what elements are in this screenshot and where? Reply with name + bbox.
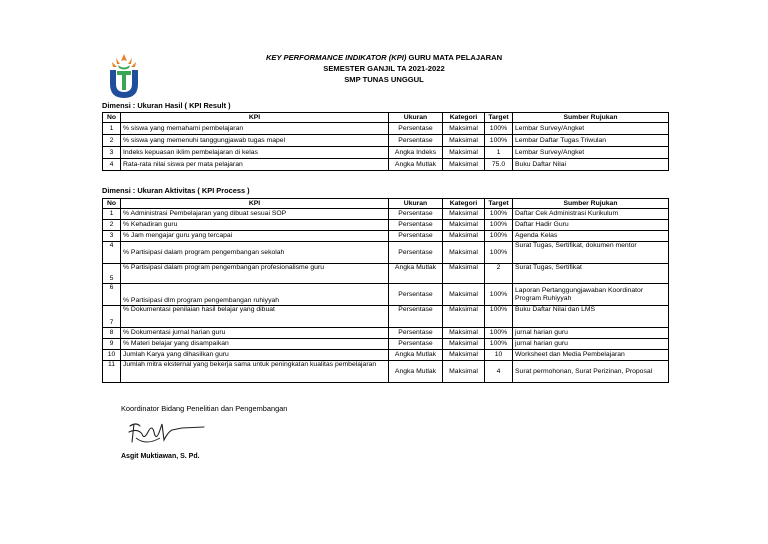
cell-kategori: Maksimal bbox=[443, 350, 485, 361]
table-row bbox=[103, 328, 669, 339]
cell-ukuran: Persentase bbox=[389, 220, 443, 231]
header-kategori: Kategori bbox=[443, 113, 485, 123]
header-no: No bbox=[103, 113, 121, 123]
header-kpi: KPI bbox=[121, 199, 389, 209]
table-row bbox=[103, 242, 669, 264]
cell-kategori: Maksimal bbox=[443, 306, 485, 328]
cell-kpi: % Materi belajar yang disampaikan bbox=[121, 339, 389, 350]
cell-target: 100% bbox=[485, 328, 513, 339]
cell-no: 2 bbox=[103, 220, 121, 231]
table-row bbox=[103, 231, 669, 242]
cell-no: 4 bbox=[103, 242, 121, 264]
cell-kategori: Maksimal bbox=[443, 220, 485, 231]
cell-no: 3 bbox=[103, 231, 121, 242]
header-sumber: Sumber Rujukan bbox=[513, 199, 669, 209]
cell-ukuran: Angka Mutlak bbox=[389, 350, 443, 361]
cell-target: 10 bbox=[485, 350, 513, 361]
cell-sumber: Buku Daftar Nilai bbox=[513, 159, 669, 171]
cell-target: 100% bbox=[485, 284, 513, 306]
cell-target: 2 bbox=[485, 264, 513, 284]
cell-kpi: % Dokumentasi jurnal harian guru bbox=[121, 328, 389, 339]
document-title: KEY PERFORMANCE INDIKATOR (KPI) GURU MATA PELAJARAN bbox=[265, 53, 503, 62]
cell-ukuran: Angka Mutlak bbox=[389, 264, 443, 284]
cell-target: 100% bbox=[485, 135, 513, 147]
cell-kpi: Indeks kepuasan iklim pembelajaran di kelas bbox=[121, 147, 389, 159]
cell-sumber: Lembar Daftar Tugas Triwulan bbox=[513, 135, 669, 147]
cell-no: 7 bbox=[103, 306, 121, 328]
table-row bbox=[103, 209, 669, 220]
cell-no: 1 bbox=[103, 209, 121, 220]
cell-no: 5 bbox=[103, 264, 121, 284]
cell-ukuran: Persentase bbox=[389, 339, 443, 350]
header-no: No bbox=[103, 199, 121, 209]
cell-kpi: Jumlah mitra eksternal yang bekerja sama untuk peningkatan kualitas pembelajaran bbox=[121, 361, 389, 383]
kpi-result-table bbox=[102, 112, 669, 171]
school-name: SMP TUNAS UNGGUL bbox=[344, 75, 424, 84]
school-logo-icon bbox=[106, 52, 142, 100]
table-row bbox=[103, 350, 669, 361]
cell-ukuran: Persentase bbox=[389, 284, 443, 306]
cell-ukuran: Angka Indeks bbox=[389, 147, 443, 159]
table-row bbox=[103, 159, 669, 171]
table-row bbox=[103, 147, 669, 159]
header-kategori: Kategori bbox=[443, 199, 485, 209]
header-sumber: Sumber Rujukan bbox=[513, 113, 669, 123]
table-row bbox=[103, 220, 669, 231]
table-row bbox=[103, 339, 669, 350]
cell-sumber: Surat permohonan, Surat Perizinan, Proposal bbox=[513, 361, 669, 383]
cell-kategori: Maksimal bbox=[443, 159, 485, 171]
cell-sumber: jurnal harian guru bbox=[513, 339, 669, 350]
coordinator-title: Koordinator Bidang Penelitian dan Pengembangan bbox=[121, 404, 288, 413]
cell-ukuran: Persentase bbox=[389, 328, 443, 339]
table-header-row bbox=[103, 113, 669, 123]
cell-kpi: % Partisipasi dalam program pengembangan profesionalisme guru bbox=[121, 264, 389, 284]
kpi-process-table bbox=[102, 198, 669, 383]
table-row bbox=[103, 306, 669, 328]
cell-sumber: Daftar Cek Administrasi Kurikulum bbox=[513, 209, 669, 220]
cell-kpi: % Partisipasi dlm program pengembangan ruhiyyah bbox=[121, 284, 389, 306]
cell-no: 2 bbox=[103, 135, 121, 147]
cell-target: 75.0 bbox=[485, 159, 513, 171]
cell-kpi: Jumlah Karya yang dihasilkan guru bbox=[121, 350, 389, 361]
header-kpi: KPI bbox=[121, 113, 389, 123]
document-header bbox=[150, 52, 618, 85]
table-row bbox=[103, 135, 669, 147]
cell-target: 100% bbox=[485, 231, 513, 242]
cell-no: 11 bbox=[103, 361, 121, 383]
cell-ukuran: Angka Mutlak bbox=[389, 159, 443, 171]
process-dimension-title: Dimensi : Ukuran Aktivitas ( KPI Process ) bbox=[102, 186, 250, 195]
cell-kategori: Maksimal bbox=[443, 339, 485, 350]
cell-kategori: Maksimal bbox=[443, 209, 485, 220]
cell-sumber: Daftar Hadir Guru bbox=[513, 220, 669, 231]
cell-kategori: Maksimal bbox=[443, 361, 485, 383]
cell-no: 6 bbox=[103, 284, 121, 306]
cell-sumber: Lembar Survey/Angket bbox=[513, 123, 669, 135]
cell-kategori: Maksimal bbox=[443, 264, 485, 284]
cell-ukuran: Persentase bbox=[389, 242, 443, 264]
signature-image bbox=[126, 418, 206, 448]
cell-no: 1 bbox=[103, 123, 121, 135]
table-header-row bbox=[103, 199, 669, 209]
cell-sumber: Surat Tugas, Sertifikat, dokumen mentor bbox=[513, 242, 669, 264]
cell-sumber: Buku Daftar Nilai dan LMS bbox=[513, 306, 669, 328]
cell-kpi: % Administrasi Pembelajaran yang dibuat sesuai SOP bbox=[121, 209, 389, 220]
cell-kpi: Rata-rata nilai siswa per mata pelajaran bbox=[121, 159, 389, 171]
cell-sumber: Agenda Kelas bbox=[513, 231, 669, 242]
cell-no: 9 bbox=[103, 339, 121, 350]
cell-no: 8 bbox=[103, 328, 121, 339]
cell-ukuran: Persentase bbox=[389, 123, 443, 135]
cell-ukuran: Angka Mutlak bbox=[389, 361, 443, 383]
cell-target: 100% bbox=[485, 306, 513, 328]
cell-kategori: Maksimal bbox=[443, 123, 485, 135]
table-row bbox=[103, 284, 669, 306]
header-ukuran: Ukuran bbox=[389, 199, 443, 209]
cell-kategori: Maksimal bbox=[443, 147, 485, 159]
cell-target: 4 bbox=[485, 361, 513, 383]
cell-kpi: % Kehadiran guru bbox=[121, 220, 389, 231]
header-ukuran: Ukuran bbox=[389, 113, 443, 123]
result-dimension-title: Dimensi : Ukuran Hasil ( KPI Result ) bbox=[102, 101, 231, 110]
cell-target: 100% bbox=[485, 209, 513, 220]
cell-ukuran: Persentase bbox=[389, 209, 443, 220]
cell-kategori: Maksimal bbox=[443, 231, 485, 242]
header-target: Target bbox=[485, 199, 513, 209]
cell-kpi: % siswa yang memenuhi tanggungjawab tugas mapel bbox=[121, 135, 389, 147]
cell-kategori: Maksimal bbox=[443, 242, 485, 264]
cell-kpi: % Dokumentasi penilaian hasil belajar yang dibuat bbox=[121, 306, 389, 328]
cell-target: 100% bbox=[485, 123, 513, 135]
cell-no: 3 bbox=[103, 147, 121, 159]
cell-sumber: Lembar Survey/Angket bbox=[513, 147, 669, 159]
signer-name: Asgit Muktiawan, S. Pd. bbox=[121, 453, 200, 460]
cell-ukuran: Persentase bbox=[389, 135, 443, 147]
cell-ukuran: Persentase bbox=[389, 231, 443, 242]
cell-target: 100% bbox=[485, 339, 513, 350]
cell-kpi: % Partisipasi dalam program pengembangan sekolah bbox=[121, 242, 389, 264]
cell-target: 100% bbox=[485, 220, 513, 231]
header-target: Target bbox=[485, 113, 513, 123]
cell-target: 1 bbox=[485, 147, 513, 159]
semester-line: SEMESTER GANJIL TA 2021-2022 bbox=[323, 64, 445, 73]
table-row bbox=[103, 123, 669, 135]
cell-sumber: Worksheet dan Media Pembelajaran bbox=[513, 350, 669, 361]
cell-sumber: jurnal harian guru bbox=[513, 328, 669, 339]
cell-kategori: Maksimal bbox=[443, 135, 485, 147]
cell-kategori: Maksimal bbox=[443, 284, 485, 306]
cell-kpi: % siswa yang memahami pembelajaran bbox=[121, 123, 389, 135]
cell-sumber: Surat Tugas, Sertifikat bbox=[513, 264, 669, 284]
cell-no: 10 bbox=[103, 350, 121, 361]
cell-no: 4 bbox=[103, 159, 121, 171]
cell-kategori: Maksimal bbox=[443, 328, 485, 339]
table-row bbox=[103, 361, 669, 383]
cell-sumber: Laporan Pertanggungjawaban Koordinator Program Ruhiyyah bbox=[513, 284, 669, 306]
cell-target: 100% bbox=[485, 242, 513, 264]
cell-kpi: % Jam mengajar guru yang tercapai bbox=[121, 231, 389, 242]
table-row bbox=[103, 264, 669, 284]
cell-ukuran: Persentase bbox=[389, 306, 443, 328]
